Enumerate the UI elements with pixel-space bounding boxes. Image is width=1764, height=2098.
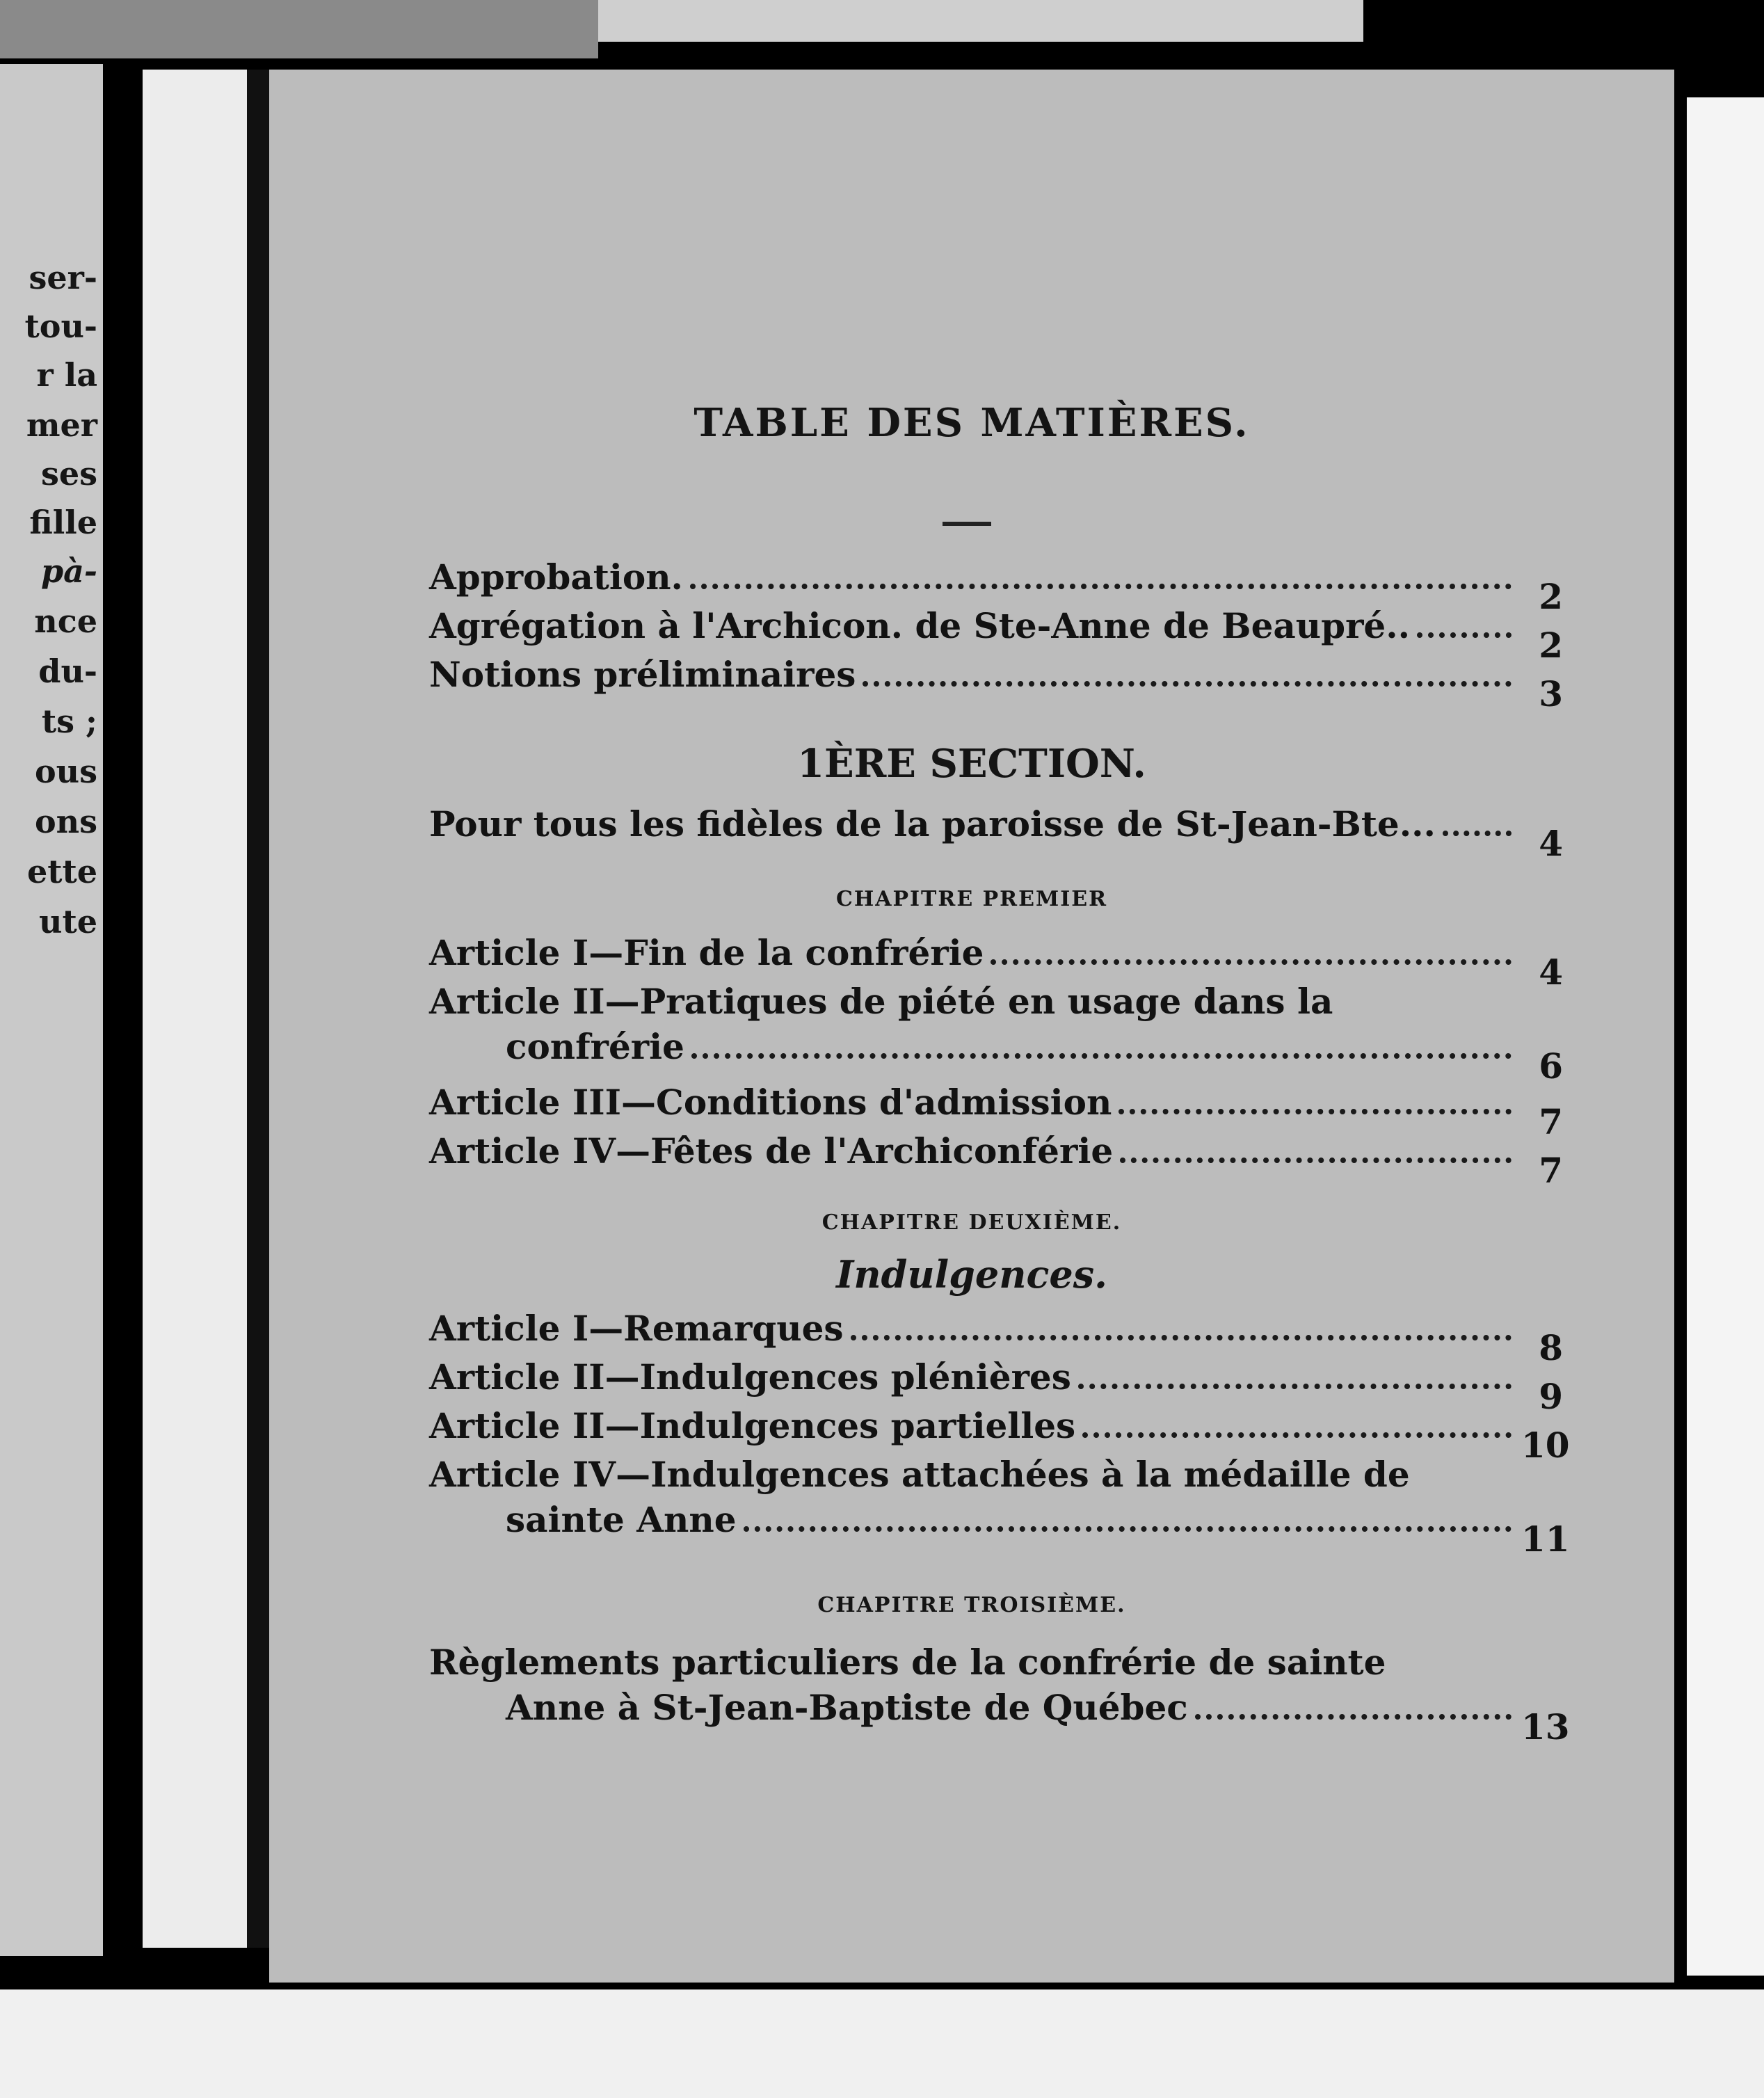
toc-entry-label-continued: confrérie <box>506 1026 684 1067</box>
toc-page-number: 4 <box>1539 952 1563 993</box>
chapter-heading: CHAPITRE DEUXIÈME. <box>821 1210 1122 1235</box>
scan-right-edge <box>1687 97 1764 1976</box>
contents-page <box>269 70 1674 1983</box>
toc-entry <box>429 1642 1570 1747</box>
chapter-heading: CHAPITRE PREMIER <box>835 887 1108 911</box>
toc-entry-label: Article I—Remarques <box>429 1308 844 1349</box>
toc-entry-label-continued: sainte Anne <box>506 1499 737 1540</box>
toc-page-number: 13 <box>1521 1706 1570 1747</box>
toc-page-number: 10 <box>1521 1425 1570 1466</box>
toc-entry <box>429 981 1563 1087</box>
toc-entry-label: Article I—Fin de la confrérie <box>429 932 984 973</box>
paper-strip <box>143 70 247 1948</box>
toc-page-number: 8 <box>1539 1327 1563 1368</box>
toc-page-number: 7 <box>1539 1150 1563 1191</box>
toc-page-number: 9 <box>1539 1376 1563 1417</box>
toc-page-number: 11 <box>1521 1519 1570 1560</box>
dot-leader <box>1443 831 1512 836</box>
facing-page-text: r la <box>36 356 97 394</box>
title-rule <box>943 522 991 526</box>
facing-page-text: mer <box>26 406 97 444</box>
dot-leader <box>1082 1432 1512 1438</box>
toc-entry <box>429 1356 1563 1417</box>
facing-page-text: ses <box>40 455 97 493</box>
toc-entry-label: Article IV—Fêtes de l'Archiconférie <box>429 1130 1114 1171</box>
facing-page-text: ser- <box>29 259 97 296</box>
facing-page-fragment <box>0 64 103 1956</box>
dot-leader <box>1417 632 1512 638</box>
toc-entry-label: Notions préliminaires <box>429 654 856 695</box>
dot-leader <box>744 1526 1512 1532</box>
toc-entry <box>429 1130 1563 1191</box>
toc-entry-label: Article III—Conditions d'admission <box>429 1082 1112 1123</box>
dot-leader <box>991 959 1512 965</box>
toc-page-number: 6 <box>1539 1046 1563 1087</box>
page-title: TABLE DES MATIÈRES. <box>693 400 1250 446</box>
toc-entry-label: Article II—Indulgences partielles <box>429 1405 1076 1446</box>
toc-entry <box>429 605 1563 666</box>
scan-top-strip <box>598 0 1363 42</box>
facing-page-text: pà- <box>40 552 97 590</box>
toc-entry-label: Approbation. <box>429 556 683 598</box>
toc-entry <box>429 1405 1570 1466</box>
toc-entry <box>429 1082 1563 1142</box>
toc-entry-label: Pour tous les fidèles de la paroisse de St-Jean-Bte... <box>429 803 1436 844</box>
dot-leader <box>1118 1109 1512 1114</box>
section-heading: 1ÈRE SECTION. <box>797 741 1146 787</box>
toc-page-number: 7 <box>1539 1101 1563 1142</box>
toc-entry <box>429 803 1563 864</box>
facing-page-text: ute <box>39 903 97 940</box>
dot-leader <box>1120 1158 1512 1163</box>
dot-leader <box>690 584 1512 589</box>
toc-entry <box>429 556 1563 617</box>
facing-page-text: ette <box>26 853 97 890</box>
toc-entry-label: Article II—Indulgences plénières <box>429 1356 1071 1398</box>
scan-bottom-edge <box>0 1989 1764 2098</box>
toc-page-number: 3 <box>1539 673 1563 714</box>
toc-entry-label: Agrégation à l'Archicon. de Ste-Anne de Beaupré.. <box>429 605 1411 646</box>
book-binding <box>247 70 269 1948</box>
toc-page-number: 2 <box>1539 576 1563 617</box>
facing-page-text: tou- <box>24 307 97 345</box>
toc-entry <box>429 1308 1563 1368</box>
facing-page-text: ous <box>34 753 97 790</box>
toc-page-number: 4 <box>1539 823 1563 864</box>
toc-entry <box>429 1454 1570 1560</box>
toc-entry-label: Règlements particuliers de la confrérie de sainte <box>429 1642 1386 1683</box>
dot-leader <box>1195 1714 1512 1720</box>
facing-page-text: nce <box>34 602 97 640</box>
facing-page-text: ons <box>34 803 97 840</box>
chapter-heading: CHAPITRE TROISIÈME. <box>817 1593 1126 1617</box>
dot-leader <box>851 1335 1512 1340</box>
toc-entry <box>429 654 1563 714</box>
facing-page-text: du- <box>38 652 97 690</box>
toc-entry <box>429 932 1563 993</box>
toc-entry-label-continued: Anne à St-Jean-Baptiste de Québec <box>506 1687 1188 1728</box>
toc-page-number: 2 <box>1539 625 1563 666</box>
facing-page-text: fille <box>29 504 97 541</box>
toc-entry-label: Article IV—Indulgences attachées à la médaille de <box>429 1454 1410 1495</box>
dot-leader <box>1078 1384 1512 1389</box>
dot-leader <box>863 681 1512 687</box>
facing-page-text: ts ; <box>41 703 97 740</box>
toc-entry-label: Article II—Pratiques de piété en usage dans la <box>429 981 1333 1022</box>
dot-leader <box>691 1053 1512 1059</box>
chapter-subheading: Indulgences. <box>836 1252 1107 1297</box>
scan-top-fringe <box>0 0 598 58</box>
